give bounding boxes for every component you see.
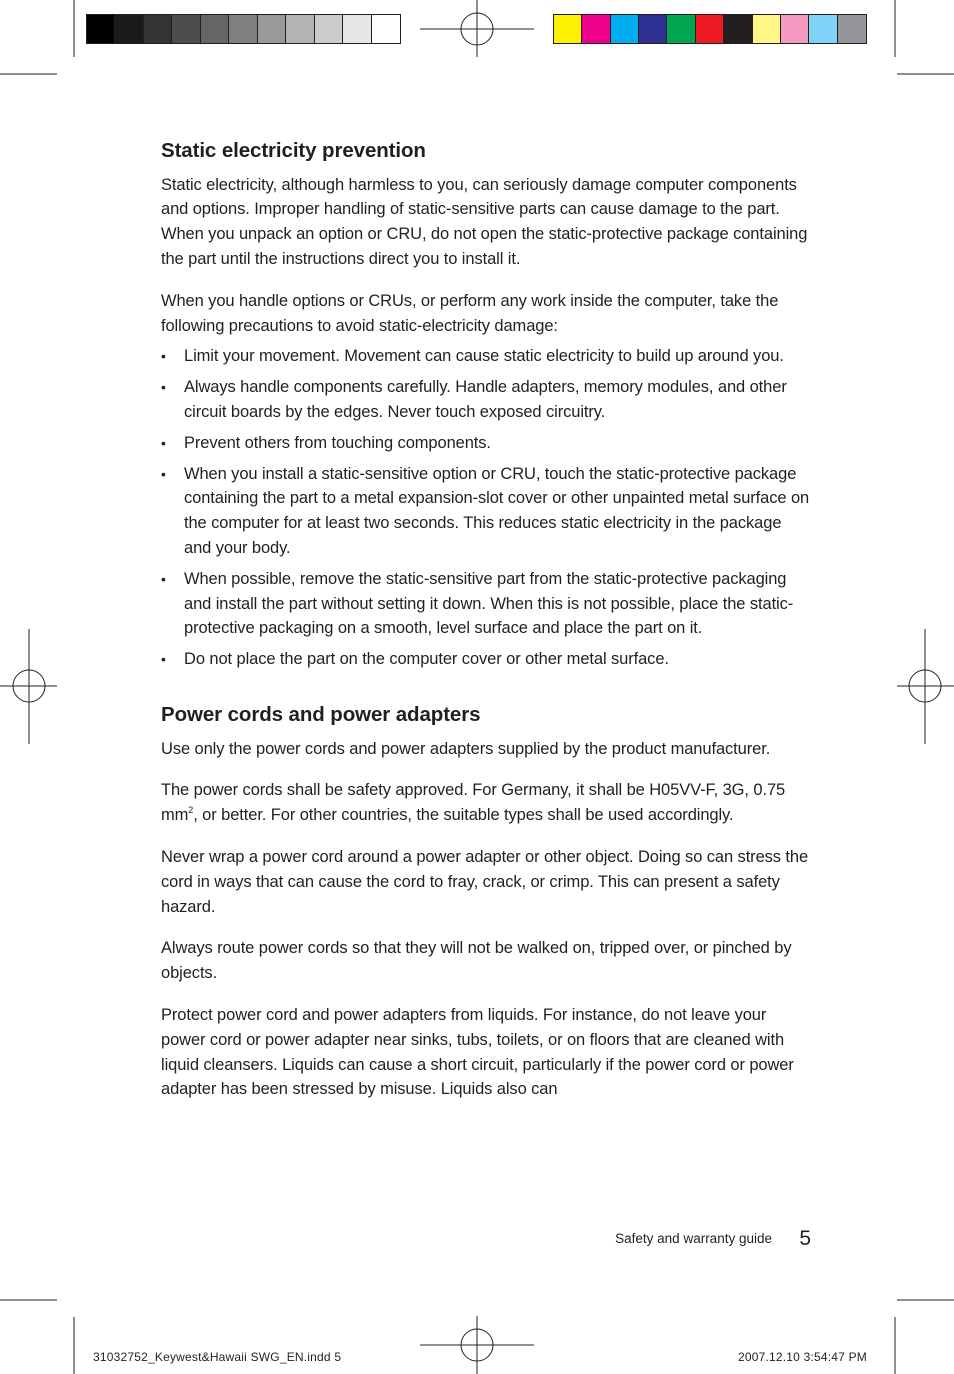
grayscale-color-bar [86, 14, 401, 44]
gray-swatch [87, 15, 115, 43]
color-swatch [667, 15, 695, 43]
color-swatch [781, 15, 809, 43]
list-item: • Do not place the part on the computer cover or other metal surface. [161, 647, 811, 672]
page-content [161, 138, 811, 1119]
list-item: • Always handle components carefully. Handle adapters, memory modules, and other circuit boards by the edges. Never touch exposed circuitry. [161, 375, 811, 425]
gray-swatch [229, 15, 257, 43]
list-item: • Limit your movement. Movement can cause static electricity to build up around you. [161, 344, 811, 369]
paragraph [161, 778, 811, 828]
gray-swatch [144, 15, 172, 43]
page-footer [560, 1227, 812, 1255]
list-item: • When you install a static-sensitive option or CRU, touch the static-protective package containing the part to a metal expansion-slot cover or other unpainted metal surface on the computer for at least two seconds. This reduces static electricity in the package and your body. [161, 462, 811, 561]
paragraph: Static electricity, although harmless to you, can seriously damage computer components and options. Improper handling of static-sensitive parts can cause damage to the part. When you unpack an option or CRU, do not open the static-protective package containing the part until the instructions direct you to install it. [161, 175, 808, 269]
paragraph: Protect power cord and power adapters from liquids. For instance, do not leave your power cord or power adapter near sinks, tubs, toilets, or on floors that are cleaned with liquid cleansers. Liquids can cause a short circuit, particularly if the power cord or power adapter has been stressed by misuse. Liquids also can [161, 1005, 794, 1099]
color-swatch [582, 15, 610, 43]
gray-swatch [372, 15, 400, 43]
paragraph: Never wrap a power cord around a power adapter or other object. Doing so can stress the cord in ways that can cause the cord to fray, crack, or crimp. This can present a safety hazard. [161, 847, 809, 916]
color-swatch [611, 15, 639, 43]
slug-timestamp: 2007.12.10 3:54:47 PM [738, 1350, 867, 1364]
color-swatch [639, 15, 667, 43]
list-item: • Prevent others from touching components. [161, 431, 811, 456]
superscript: 2 [188, 805, 194, 816]
text-run: The power cords shall be safety approved. For Germany, it shall be H05VV-F, 3G, 0.75 mm [161, 781, 786, 825]
gray-swatch [286, 15, 314, 43]
process-color-bar [553, 14, 867, 44]
gray-swatch [115, 15, 143, 43]
gray-swatch [201, 15, 229, 43]
color-swatch [554, 15, 582, 43]
gray-swatch [258, 15, 286, 43]
color-swatch [838, 15, 866, 43]
text-run: , or better. For other countries, the suitable types shall be used accordingly. [193, 806, 734, 825]
color-swatch [696, 15, 724, 43]
precautions-list [161, 344, 811, 672]
color-swatch [724, 15, 752, 43]
color-swatch [753, 15, 781, 43]
section-heading-power: Power cords and power adapters [161, 702, 481, 726]
paragraph: Use only the power cords and power adapters supplied by the product manufacturer. [161, 739, 771, 758]
slug-filename: 31032752_Keywest&Hawaii SWG_EN.indd 5 [93, 1350, 342, 1364]
color-swatch [809, 15, 837, 43]
page-number: 5 [799, 1227, 811, 1250]
list-item: • When possible, remove the static-sensitive part from the static-protective packaging and install the part without setting it down. When this is not possible, place the static-protective packaging on a smooth, level surface and place the part on it. [161, 567, 811, 641]
footer-title: Safety and warranty guide [615, 1231, 772, 1246]
paragraph: When you handle options or CRUs, or perform any work inside the computer, take the following precautions to avoid static-electricity damage: [161, 291, 779, 335]
paragraph: Always route power cords so that they will not be walked on, tripped over, or pinched by objects. [161, 939, 792, 983]
gray-swatch [343, 15, 371, 43]
gray-swatch [315, 15, 343, 43]
section-heading-static: Static electricity prevention [161, 139, 426, 162]
gray-swatch [172, 15, 200, 43]
